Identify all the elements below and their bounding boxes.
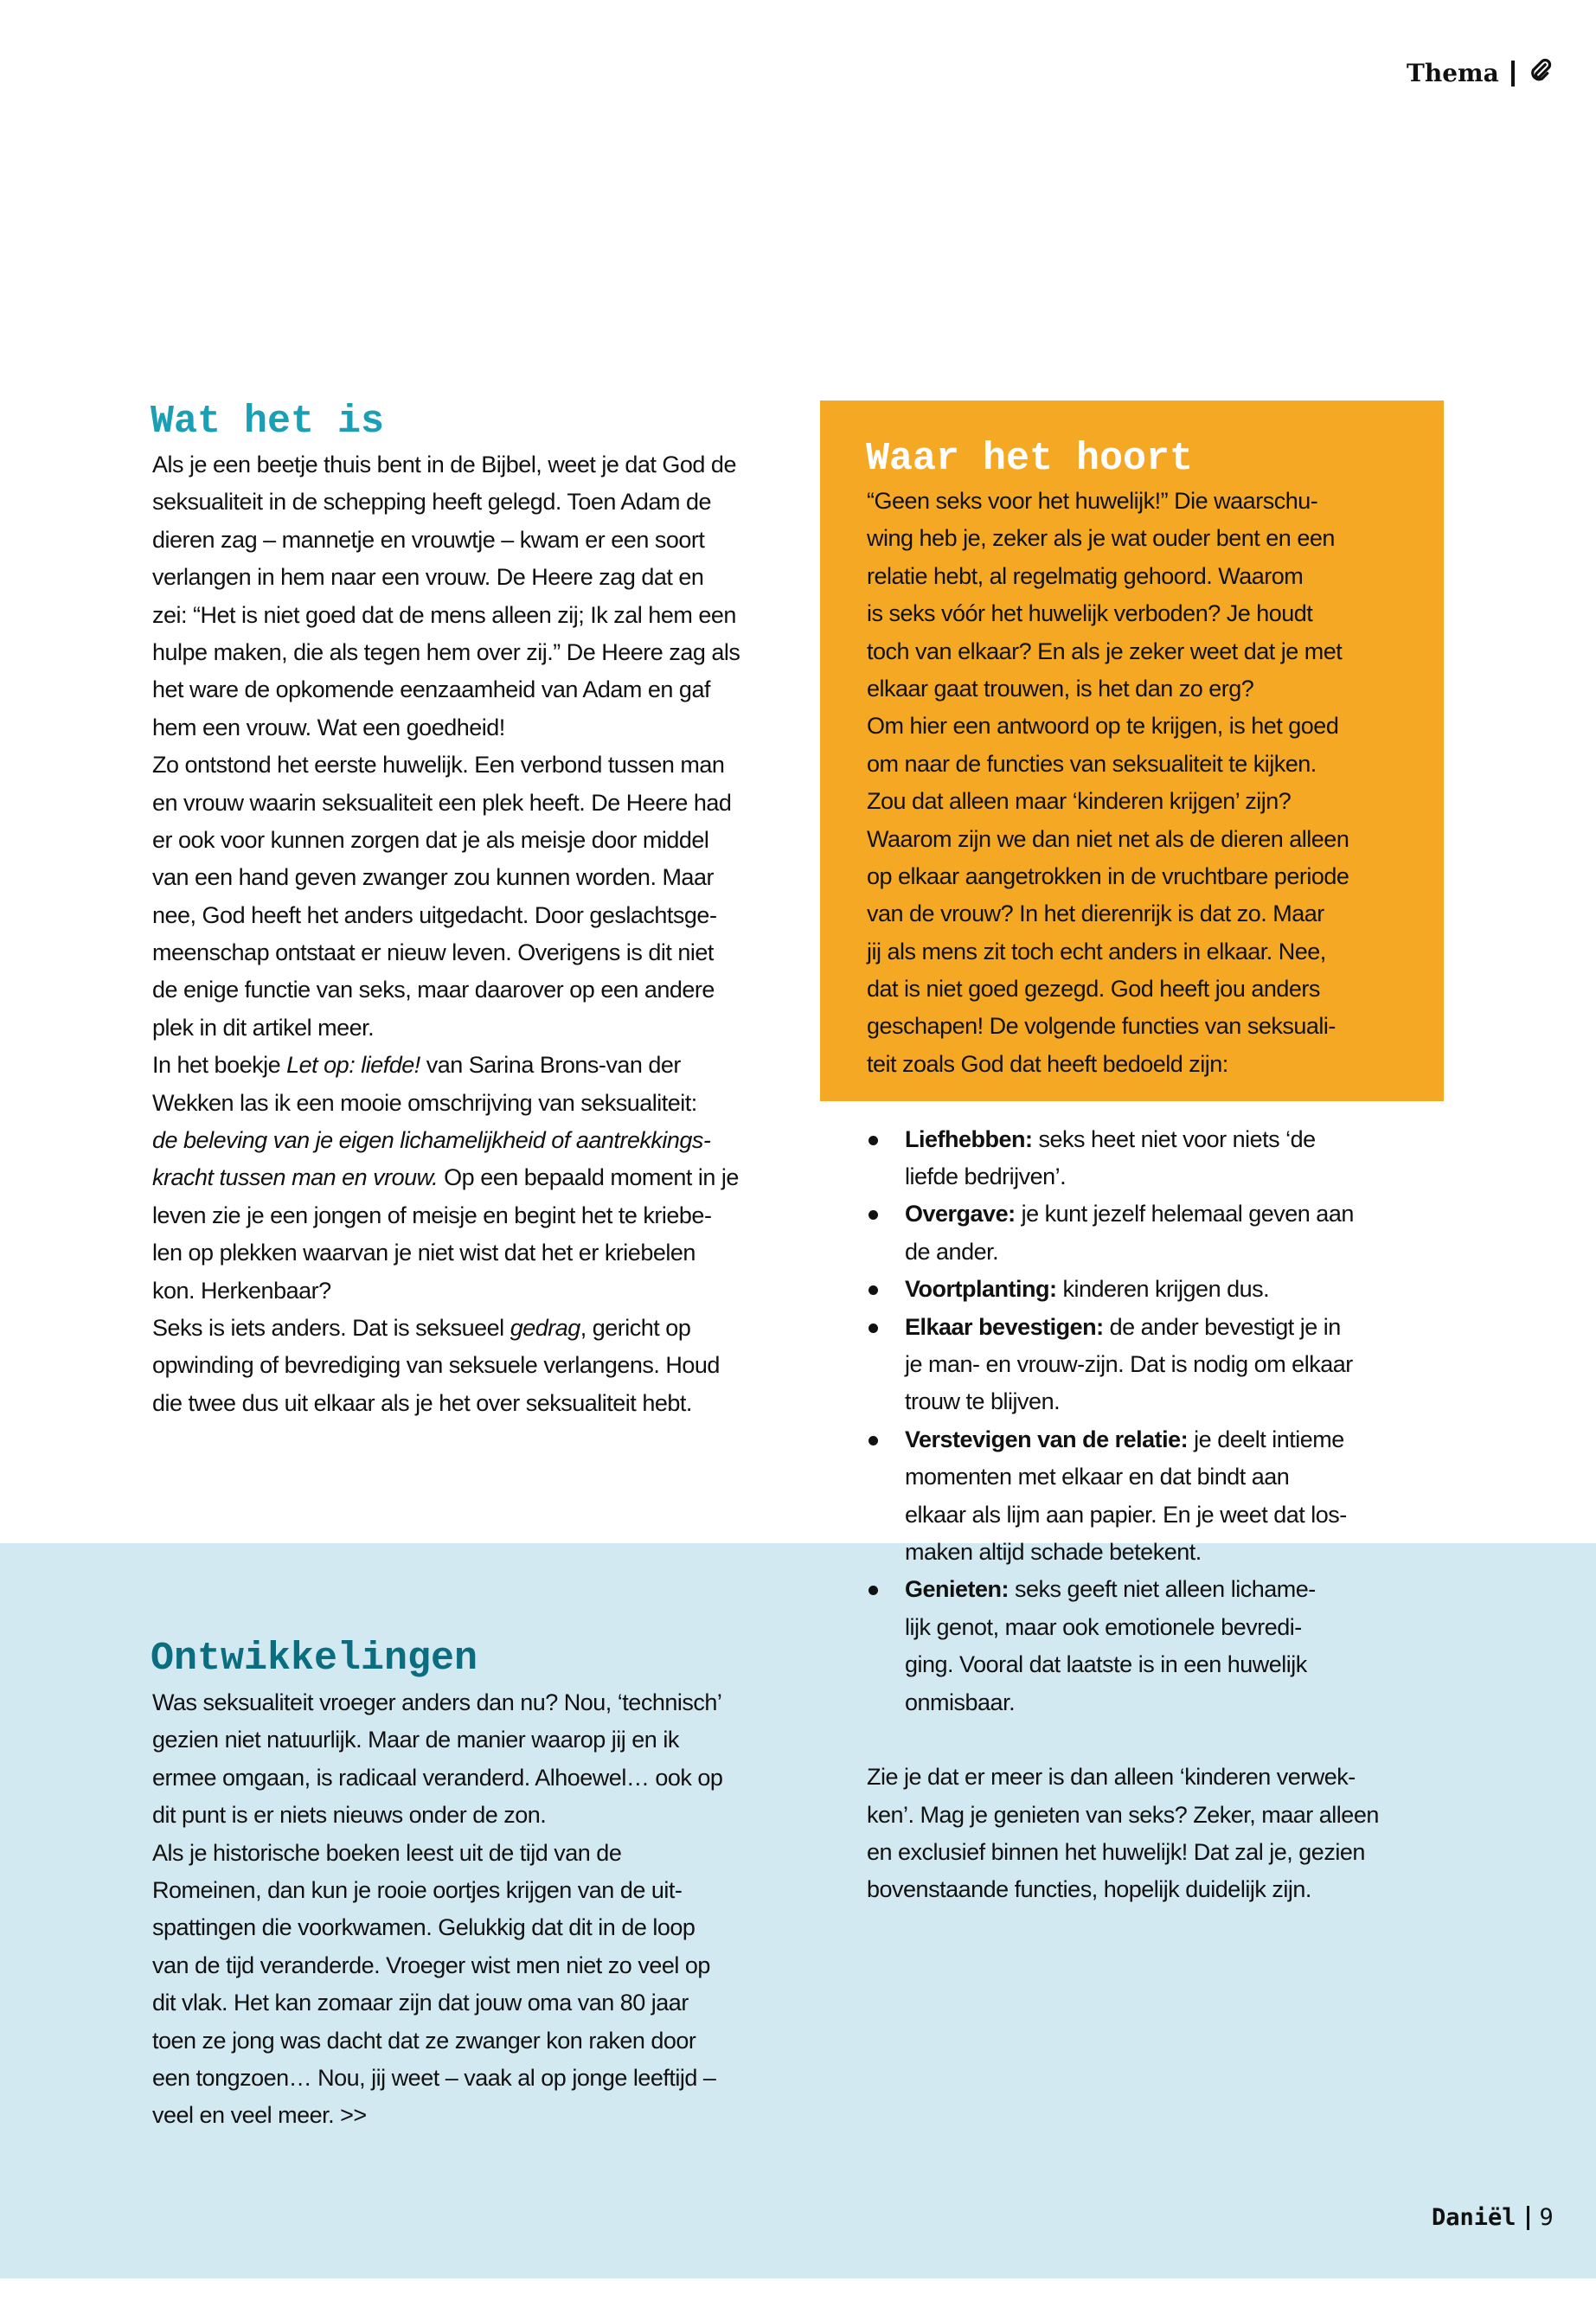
text-line bbox=[867, 1684, 1379, 1721]
text-line: en vrouw waarin seksualiteit een plek heeft. De Heere had bbox=[152, 789, 732, 816]
text-line: relatie hebt, al regelmatig gehoord. Waarom bbox=[867, 562, 1304, 589]
text-line: Om hier een antwoord op te krijgen, is het goed bbox=[867, 713, 1339, 740]
text-span: elkaar als lijm aan papier. En je weet dat los- bbox=[905, 1501, 1347, 1528]
divider bbox=[1527, 2206, 1529, 2230]
bullet-icon bbox=[869, 1586, 878, 1595]
text-line: wing heb je, zeker als je wat ouder bent en een bbox=[867, 525, 1335, 552]
text-line: dieren zag – mannetje en vrouwtje – kwam er een soort bbox=[152, 526, 705, 553]
text-line: Zou dat alleen maar ‘kinderen krijgen’ zijn? bbox=[867, 788, 1292, 815]
text-line bbox=[867, 1083, 1379, 1120]
text-line: nee, God heeft het anders uitgedacht. Door geslachtsge- bbox=[152, 901, 717, 928]
body-waar-het-hoort bbox=[867, 483, 1379, 1909]
bold-term: Liefhebben: bbox=[905, 1125, 1033, 1152]
page-number: 9 bbox=[1539, 2204, 1554, 2231]
text-line: veel en veel meer. >> bbox=[152, 2102, 367, 2129]
body-ontwikkelingen bbox=[152, 1684, 722, 2135]
heading-ontwikkelingen: Ontwikkelingen bbox=[151, 1637, 478, 1681]
text-span: maken altijd schade betekent. bbox=[905, 1538, 1202, 1565]
text-line: die twee dus uit elkaar als je het over seksualiteit hebt. bbox=[152, 1389, 692, 1416]
text-line bbox=[152, 1047, 740, 1084]
text-line: Als je een beetje thuis bent in de Bijbel, weet je dat God de bbox=[152, 452, 736, 478]
text-line bbox=[867, 1646, 1379, 1683]
text-line: de enige functie van seks, maar daarover op een andere bbox=[152, 977, 715, 1003]
text-line bbox=[867, 1121, 1379, 1158]
text-line: toch van elkaar? En als je zeker weet dat je met bbox=[867, 638, 1343, 664]
text-line: van de tijd veranderde. Vroeger wist men niet zo veel op bbox=[152, 1952, 710, 1978]
text-span: In het boekje bbox=[152, 1052, 287, 1079]
text-span: trouw te blijven. bbox=[905, 1388, 1061, 1415]
text-span: de ander. bbox=[905, 1238, 999, 1265]
text-line bbox=[867, 1721, 1379, 1759]
bullet-icon bbox=[869, 1210, 878, 1220]
text-line: er ook voor kunnen zorgen dat je als meisje door middel bbox=[152, 826, 709, 853]
text-line: Waarom zijn we dan niet net als de dieren alleen bbox=[867, 825, 1349, 852]
text-line: seksualiteit in de schepping heeft gelegd. Toen Adam de bbox=[152, 489, 711, 516]
bullet-icon bbox=[869, 1136, 878, 1145]
text-line: dit vlak. Het kan zomaar zijn dat jouw oma van 80 jaar bbox=[152, 1990, 689, 2016]
text-span: onmisbaar. bbox=[905, 1689, 1016, 1715]
text-line: plek in dit artikel meer. bbox=[152, 1014, 375, 1041]
text-line: jij als mens zit toch echt anders in elkaar. Nee, bbox=[867, 938, 1326, 965]
text-line bbox=[867, 1609, 1379, 1646]
text-line: hem een vrouw. Wat een goedheid! bbox=[152, 714, 505, 740]
text-line: is seks vóór het huwelijk verboden? Je houdt bbox=[867, 600, 1313, 627]
text-span: , gericht op bbox=[580, 1314, 691, 1341]
text-span: ging. Vooral dat laatste is in een huwelijk bbox=[905, 1651, 1307, 1678]
text-line: dit punt is er niets nieuws onder de zon. bbox=[152, 1802, 547, 1829]
text-line: toen ze jong was dacht dat ze zwanger kon raken door bbox=[152, 2027, 696, 2054]
text-line bbox=[867, 1346, 1379, 1383]
text-line bbox=[867, 1571, 1379, 1608]
paperclip-icon bbox=[1527, 57, 1553, 89]
text-line: om naar de functies van seksualiteit te kijken. bbox=[867, 750, 1317, 777]
text-line: en exclusief binnen het huwelijk! Dat zal je, gezien bbox=[867, 1839, 1365, 1866]
text-line bbox=[867, 1383, 1379, 1420]
text-line: Romeinen, dan kun je rooie oortjes krijgen van de uit- bbox=[152, 1876, 683, 1903]
text-line: verlangen in hem naar een vrouw. De Heere zag dat en bbox=[152, 564, 704, 591]
text-line bbox=[867, 1271, 1379, 1308]
text-span: seks geeft niet alleen lichame- bbox=[1009, 1576, 1316, 1603]
text-line bbox=[867, 1534, 1379, 1571]
text-span: lijk genot, maar ook emotionele bevredi- bbox=[905, 1613, 1302, 1640]
text-line: ken’. Mag je genieten van seks? Zeker, maar alleen bbox=[867, 1801, 1379, 1828]
text-line: “Geen seks voor het huwelijk!” Die waarschu- bbox=[867, 488, 1318, 514]
bold-term: Voortplanting: bbox=[905, 1276, 1057, 1303]
text-line: leven zie je een jongen of meisje en begint het te kriebe- bbox=[152, 1202, 712, 1228]
text-line: gezien niet natuurlijk. Maar de manier waarop jij en ik bbox=[152, 1727, 679, 1753]
text-line: Zo ontstond het eerste huwelijk. Een verbond tussen man bbox=[152, 752, 725, 779]
bullet-icon bbox=[869, 1285, 878, 1295]
text-line: kon. Herkenbaar? bbox=[152, 1277, 331, 1304]
page-footer bbox=[1432, 2204, 1554, 2231]
bullet-icon bbox=[869, 1436, 878, 1445]
text-line bbox=[867, 1195, 1379, 1233]
heading-waar-het-hoort: Waar het hoort bbox=[866, 437, 1194, 481]
divider bbox=[1511, 61, 1515, 87]
text-line: bovenstaande functies, hopelijk duidelijk zijn. bbox=[867, 1876, 1311, 1903]
text-line: het ware de opkomende eenzaamheid van Adam en gaf bbox=[152, 676, 710, 703]
text-line bbox=[867, 1234, 1379, 1271]
text-line: opwinding of bevrediging van seksuele verlangens. Houd bbox=[152, 1352, 720, 1379]
text-span: kinderen krijgen dus. bbox=[1056, 1276, 1270, 1303]
bold-term: Elkaar bevestigen: bbox=[905, 1313, 1104, 1340]
text-line: elkaar gaat trouwen, is het dan zo erg? bbox=[867, 675, 1254, 702]
text-line: van een hand geven zwanger zou kunnen worden. Maar bbox=[152, 864, 714, 891]
text-span: je deelt intieme bbox=[1188, 1426, 1344, 1452]
text-line: zei: “Het is niet goed dat de mens alleen zij; Ik zal hem een bbox=[152, 601, 736, 628]
bullet-icon bbox=[869, 1324, 878, 1333]
text-line bbox=[152, 1159, 740, 1196]
section-header bbox=[1407, 57, 1553, 89]
text-span: je kunt jezelf helemaal geven aan bbox=[1015, 1201, 1354, 1227]
italic-text: kracht tussen man en vrouw. bbox=[152, 1164, 439, 1191]
text-line: ermee omgaan, is radicaal veranderd. Alhoewel… ook op bbox=[152, 1764, 723, 1791]
text-line: dat is niet goed gezegd. God heeft jou anders bbox=[867, 976, 1320, 1003]
bold-term: Genieten: bbox=[905, 1576, 1010, 1603]
magazine-name: Daniël bbox=[1432, 2204, 1516, 2231]
text-line bbox=[867, 1497, 1379, 1534]
text-span: van Sarina Brons-van der bbox=[420, 1052, 681, 1079]
text-line bbox=[867, 1158, 1379, 1195]
text-span: Seks is iets anders. Dat is seksueel bbox=[152, 1314, 510, 1341]
text-line: hulpe maken, die als tegen hem over zij.” De Heere zag als bbox=[152, 638, 740, 665]
bold-term: Verstevigen van de relatie: bbox=[905, 1426, 1189, 1452]
bold-term: Overgave: bbox=[905, 1201, 1016, 1227]
text-line: Als je historische boeken leest uit de tijd van de bbox=[152, 1839, 622, 1866]
text-line: Wekken las ik een mooie omschrijving van seksualiteit: bbox=[152, 1089, 697, 1116]
text-span: de ander bevestigt je in bbox=[1103, 1313, 1341, 1340]
heading-wat-het-is: Wat het is bbox=[151, 400, 385, 444]
text-line bbox=[152, 1310, 740, 1347]
text-line: een tongzoen… Nou, jij weet – vaak al op jonge leeftijd – bbox=[152, 2064, 716, 2091]
text-span: liefde bedrijven’. bbox=[905, 1163, 1067, 1190]
body-wat-het-is bbox=[152, 446, 740, 1422]
text-line: Zie je dat er meer is dan alleen ‘kinderen verwek- bbox=[867, 1764, 1356, 1791]
italic-text: gedrag bbox=[510, 1314, 580, 1341]
text-line bbox=[867, 1309, 1379, 1346]
text-line: Was seksualiteit vroeger anders dan nu? Nou, ‘technisch’ bbox=[152, 1689, 722, 1715]
text-line bbox=[867, 1421, 1379, 1458]
text-span: Op een bepaald moment in je bbox=[438, 1164, 739, 1191]
italic-text: Let op: liefde! bbox=[286, 1052, 420, 1079]
text-line bbox=[867, 1458, 1379, 1496]
text-line: van de vrouw? In het dierenrijk is dat zo. Maar bbox=[867, 901, 1324, 927]
text-span: seks heet niet voor niets ‘de bbox=[1032, 1125, 1316, 1152]
text-line: len op plekken waarvan je niet wist dat het er kriebelen bbox=[152, 1240, 695, 1266]
text-line: teit zoals God dat heeft bedoeld zijn: bbox=[867, 1050, 1228, 1077]
text-line: spattingen die voorkwamen. Gelukkig dat dit in de loop bbox=[152, 1914, 695, 1941]
section-label: Thema bbox=[1407, 59, 1499, 87]
text-line: geschapen! De volgende functies van seksuali- bbox=[867, 1013, 1336, 1040]
text-span: momenten met elkaar en dat bindt aan bbox=[905, 1464, 1290, 1490]
text-line: op elkaar aangetrokken in de vruchtbare periode bbox=[867, 862, 1349, 889]
text-line bbox=[152, 1122, 740, 1159]
text-span: je man- en vrouw-zijn. Dat is nodig om elkaar bbox=[905, 1350, 1353, 1377]
italic-text: de beleving van je eigen lichamelijkheid of aantrekkings- bbox=[152, 1127, 711, 1154]
text-line: meenschap ontstaat er nieuw leven. Overigens is dit niet bbox=[152, 939, 714, 966]
